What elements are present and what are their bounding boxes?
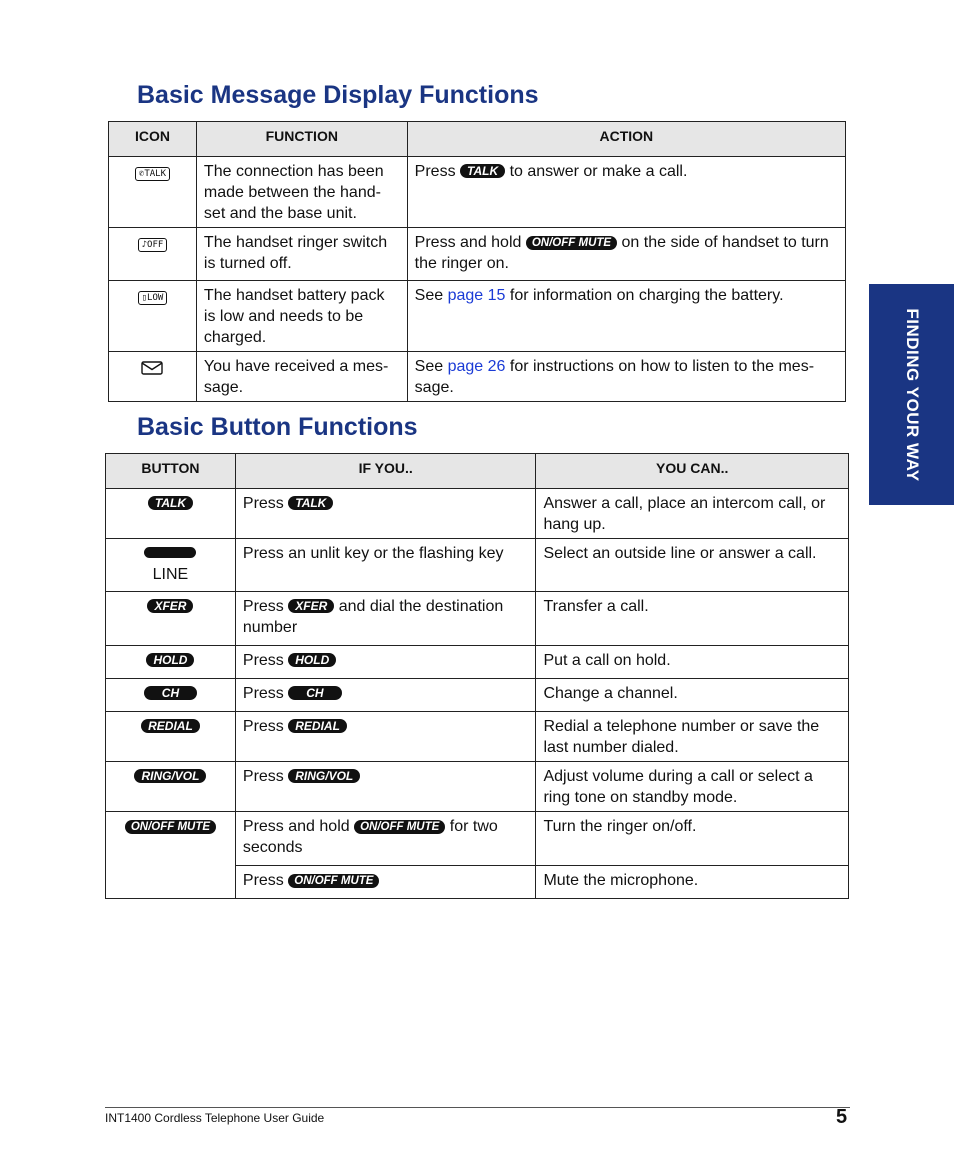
column-header: FUNCTION	[196, 122, 407, 157]
xfer-key-icon: XFER	[147, 599, 193, 613]
hold-key-icon: HOLD	[288, 653, 336, 667]
can-cell: Mute the microphone.	[536, 866, 849, 899]
table-header-row	[106, 454, 849, 489]
page-link[interactable]: page 26	[447, 358, 506, 375]
column-header: YOU CAN..	[536, 454, 849, 489]
column-header: ACTION	[407, 122, 845, 157]
function-cell: The handset ringer switch is turned off.	[196, 228, 407, 281]
chapter-side-tab	[869, 284, 954, 505]
table-row	[106, 646, 849, 679]
can-cell: Adjust volume during a call or select a ring tone on standby mode.	[536, 762, 849, 812]
table-row	[106, 679, 849, 712]
table-row	[109, 281, 846, 352]
action-cell: See page 26 for instructions on how to listen to the mes-sage.	[407, 352, 845, 402]
can-cell: Select an outside line or answer a call.	[536, 539, 849, 592]
xfer-key-icon: XFER	[288, 599, 334, 613]
if-cell: Press TALK	[235, 489, 536, 539]
talk-lcd-icon: ✆TALK	[135, 167, 170, 181]
talk-key-icon: TALK	[460, 164, 505, 178]
action-cell: See page 15 for information on charging the battery.	[407, 281, 845, 352]
talk-key-icon: TALK	[148, 496, 193, 510]
can-cell: Change a channel.	[536, 679, 849, 712]
can-cell: Redial a telephone number or save the last number dialed.	[536, 712, 849, 762]
if-cell: Press an unlit key or the flashing key	[235, 539, 536, 592]
table-row	[109, 157, 846, 228]
on-off-mute-key-icon: ON/OFF MUTE	[125, 820, 216, 834]
if-cell: Press HOLD	[235, 646, 536, 679]
chapter-tab-label: FINDING YOUR WAY	[902, 307, 922, 482]
function-cell: The connection has been made between the hand-set and the base unit.	[196, 157, 407, 228]
table-row	[109, 352, 846, 402]
talk-key-icon: TALK	[288, 496, 333, 510]
table-row	[106, 539, 849, 592]
message-envelope-icon	[141, 361, 163, 375]
on-off-mute-key-icon: ON/OFF MUTE	[288, 874, 379, 888]
table-row	[109, 228, 846, 281]
if-cell: Press ON/OFF MUTE	[235, 866, 536, 899]
ch-key-icon: CH	[288, 686, 341, 700]
if-cell: Press CH	[235, 679, 536, 712]
line-key-caption: LINE	[152, 566, 189, 583]
redial-key-icon: REDIAL	[288, 719, 347, 733]
if-cell: Press and hold ON/OFF MUTE for two seconds	[235, 812, 536, 866]
can-cell: Put a call on hold.	[536, 646, 849, 679]
can-cell: Turn the ringer on/off.	[536, 812, 849, 866]
page-link[interactable]: page 15	[447, 287, 506, 304]
ch-key-icon: CH	[144, 686, 197, 700]
table-row	[106, 489, 849, 539]
ring-vol-key-icon: RING/VOL	[288, 769, 360, 783]
table-row	[106, 592, 849, 646]
if-cell: Press REDIAL	[235, 712, 536, 762]
message-display-table	[108, 121, 846, 402]
column-header: BUTTON	[106, 454, 236, 489]
section-title-button-functions: Basic Button Functions	[137, 413, 418, 441]
on-off-mute-key-icon: ON/OFF MUTE	[526, 236, 617, 250]
low-battery-lcd-icon: ▯LOW	[138, 291, 168, 305]
table-row	[106, 762, 849, 812]
if-cell: Press XFER and dial the destination number	[235, 592, 536, 646]
footer-rule	[105, 1107, 850, 1108]
ring-vol-key-icon: RING/VOL	[134, 769, 206, 783]
table-row	[106, 812, 849, 866]
action-cell: Press TALK to answer or make a call.	[407, 157, 845, 228]
table-row	[106, 712, 849, 762]
section-title-message-display: Basic Message Display Functions	[137, 81, 539, 109]
page-number: 5	[836, 1106, 848, 1128]
table-header-row	[109, 122, 846, 157]
ringer-off-lcd-icon: ♪OFF	[138, 238, 168, 252]
can-cell: Transfer a call.	[536, 592, 849, 646]
if-cell: Press RING/VOL	[235, 762, 536, 812]
redial-key-icon: REDIAL	[141, 719, 200, 733]
can-cell: Answer a call, place an intercom call, or hang up.	[536, 489, 849, 539]
line-key-icon	[144, 547, 196, 558]
function-cell: You have received a mes-sage.	[196, 352, 407, 402]
on-off-mute-key-icon: ON/OFF MUTE	[354, 820, 445, 834]
action-cell: Press and hold ON/OFF MUTE on the side of handset to turn the ringer on.	[407, 228, 845, 281]
footer-guide-title: INT1400 Cordless Telephone User Guide	[105, 1111, 325, 1125]
column-header: IF YOU..	[235, 454, 536, 489]
button-functions-table	[105, 453, 849, 899]
column-header: ICON	[109, 122, 197, 157]
hold-key-icon: HOLD	[146, 653, 194, 667]
function-cell: The handset battery pack is low and needs to be charged.	[196, 281, 407, 352]
